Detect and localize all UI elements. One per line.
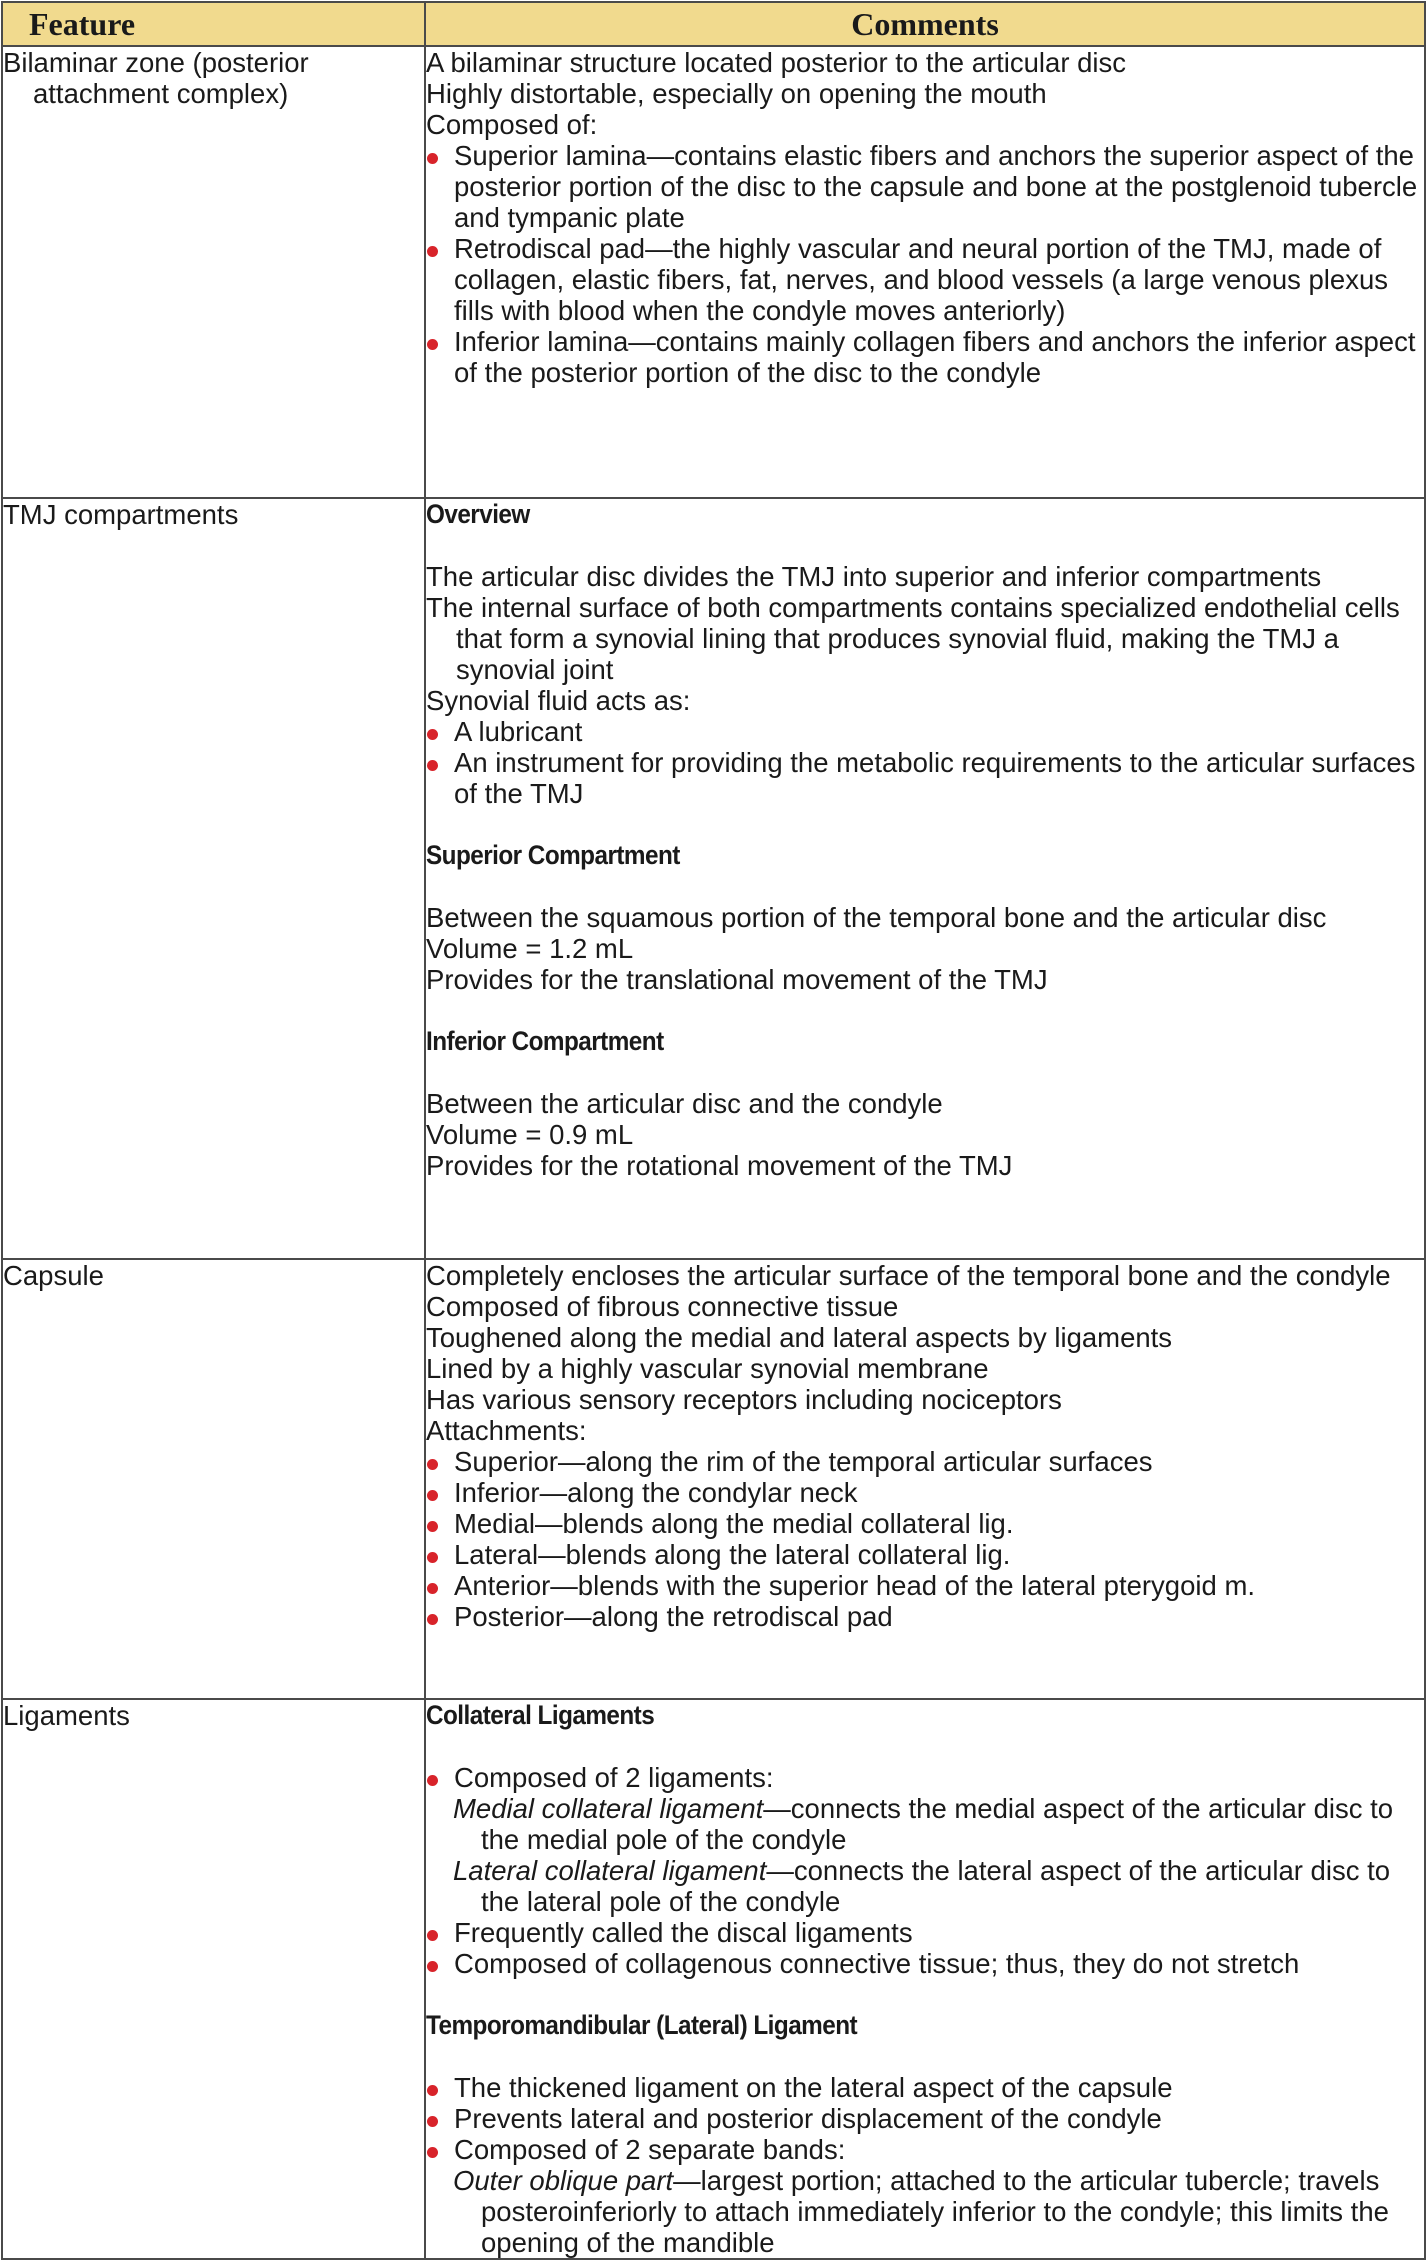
comment-line: Composed of fibrous connective tissue xyxy=(426,1291,899,1322)
sub-item-term: Medial collateral ligament xyxy=(453,1793,764,1824)
feature-column-header: Feature xyxy=(2,2,425,46)
feature-cell xyxy=(2,1699,425,2259)
sub-item xyxy=(426,2165,1424,2258)
sub-item xyxy=(426,1855,1424,1917)
comments-cell xyxy=(425,46,1425,498)
bullet-item: The thickened ligament on the lateral aspect of the capsule xyxy=(426,2072,1424,2103)
bullet-item: Superior—along the rim of the temporal articular surfaces xyxy=(426,1446,1424,1477)
section-heading: Collateral Ligaments xyxy=(426,1700,655,1730)
bullet-item: Medial—blends along the medial collateral lig. xyxy=(426,1508,1424,1539)
feature-cell xyxy=(2,498,425,1259)
comments-cell xyxy=(425,1699,1425,2259)
comment-line: The articular disc divides the TMJ into superior and inferior compartments xyxy=(426,561,1322,592)
comment-line: Provides for the rotational movement of the TMJ xyxy=(426,1150,1013,1181)
bullet-item: Superior lamina—contains elastic fibers and anchors the superior aspect of the posterior portion of the disc to the capsule and bone at the postglenoid tubercle and tympanic plate xyxy=(426,140,1424,233)
section-heading: Overview xyxy=(426,499,530,529)
feature-label: Capsule xyxy=(3,1260,104,1291)
bullet-item: A lubricant xyxy=(426,716,1424,747)
comment-line: Completely encloses the articular surface of the temporal bone and the condyle xyxy=(426,1260,1391,1291)
comment-line: Volume = 0.9 mL xyxy=(426,1119,634,1150)
bullet-item: Composed of collagenous connective tissue; thus, they do not stretch xyxy=(426,1948,1424,1979)
comment-line: Toughened along the medial and lateral aspects by ligaments xyxy=(426,1322,1173,1353)
section-heading: Inferior Compartment xyxy=(426,1026,664,1056)
spacer xyxy=(426,809,1424,840)
spacer xyxy=(426,995,1424,1026)
table-row xyxy=(2,498,1425,1259)
bullet-item: Anterior—blends with the superior head of the lateral pterygoid m. xyxy=(426,1570,1424,1601)
comment-line: Between the squamous portion of the temporal bone and the articular disc xyxy=(426,902,1327,933)
bullet-item: Composed of 2 ligaments: xyxy=(426,1762,1424,1793)
comment-line: Synovial fluid acts as: xyxy=(426,685,691,716)
spacer xyxy=(426,1979,1424,2010)
table-row xyxy=(2,1259,1425,1699)
table-row xyxy=(2,1699,1425,2259)
bullet-item: Composed of 2 separate bands: xyxy=(426,2134,1424,2165)
comment-line: Highly distortable, especially on opening the mouth xyxy=(426,78,1047,109)
bullet-item: Frequently called the discal ligaments xyxy=(426,1917,1424,1948)
sub-item-term: Outer oblique part xyxy=(453,2165,674,2196)
anatomy-table xyxy=(1,1,1426,2260)
section-heading: Temporomandibular (Lateral) Ligament xyxy=(426,2010,858,2040)
feature-cell xyxy=(2,46,425,498)
comment-line: A bilaminar structure located posterior to the articular disc xyxy=(426,47,1127,78)
sub-item-text: —connects the medial aspect of the articular disc to the medial pole of the condyle xyxy=(481,1793,1394,1855)
feature-label: TMJ compartments xyxy=(3,499,239,530)
sub-item-text: —largest portion; attached to the articular tubercle; travels posteroinferiorly to attach immediately inferior to the condyle; this limits the opening of the mandible xyxy=(481,2165,1389,2258)
bullet-item: An instrument for providing the metabolic requirements to the articular surfaces of the TMJ xyxy=(426,747,1424,809)
table-row xyxy=(2,46,1425,498)
bullet-item: Posterior—along the retrodiscal pad xyxy=(426,1601,1424,1632)
comments-cell xyxy=(425,1259,1425,1699)
comment-line: Has various sensory receptors including nociceptors xyxy=(426,1384,1062,1415)
comment-line: Composed of: xyxy=(426,109,598,140)
sub-item-term: Lateral collateral ligament xyxy=(453,1855,767,1886)
bullet-item: Inferior—along the condylar neck xyxy=(426,1477,1424,1508)
bullet-item: Retrodiscal pad—the highly vascular and neural portion of the TMJ, made of collagen, elastic fibers, fat, nerves, and blood vessels (a large venous plexus fills with blood when the condyle moves anteriorly) xyxy=(426,233,1424,326)
section-heading: Superior Compartment xyxy=(426,840,680,870)
comments-column-header: Comments xyxy=(425,2,1425,46)
feature-cell xyxy=(2,1259,425,1699)
bullet-item: Prevents lateral and posterior displacement of the condyle xyxy=(426,2103,1424,2134)
bullet-item: Inferior lamina—contains mainly collagen fibers and anchors the inferior aspect of the posterior portion of the disc to the condyle xyxy=(426,326,1424,388)
comments-cell xyxy=(425,498,1425,1259)
comment-line: Attachments: xyxy=(426,1415,587,1446)
sub-item xyxy=(426,1793,1424,1855)
table-header-row xyxy=(2,2,1425,46)
sub-item-text: —connects the lateral aspect of the articular disc to the lateral pole of the condyle xyxy=(481,1855,1391,1917)
comment-line: Volume = 1.2 mL xyxy=(426,933,634,964)
comment-line: Between the articular disc and the condyle xyxy=(426,1088,943,1119)
feature-label: Ligaments xyxy=(3,1700,130,1731)
feature-label: Bilaminar zone (posterior attachment complex) xyxy=(3,47,309,109)
comment-line: Lined by a highly vascular synovial membrane xyxy=(426,1353,989,1384)
comment-line: The internal surface of both compartments contains specialized endothelial cells that form a synovial lining that produces synovial fluid, making the TMJ a synovial joint xyxy=(426,592,1400,685)
comment-line: Provides for the translational movement of the TMJ xyxy=(426,964,1048,995)
bullet-item: Lateral—blends along the lateral collateral lig. xyxy=(426,1539,1424,1570)
